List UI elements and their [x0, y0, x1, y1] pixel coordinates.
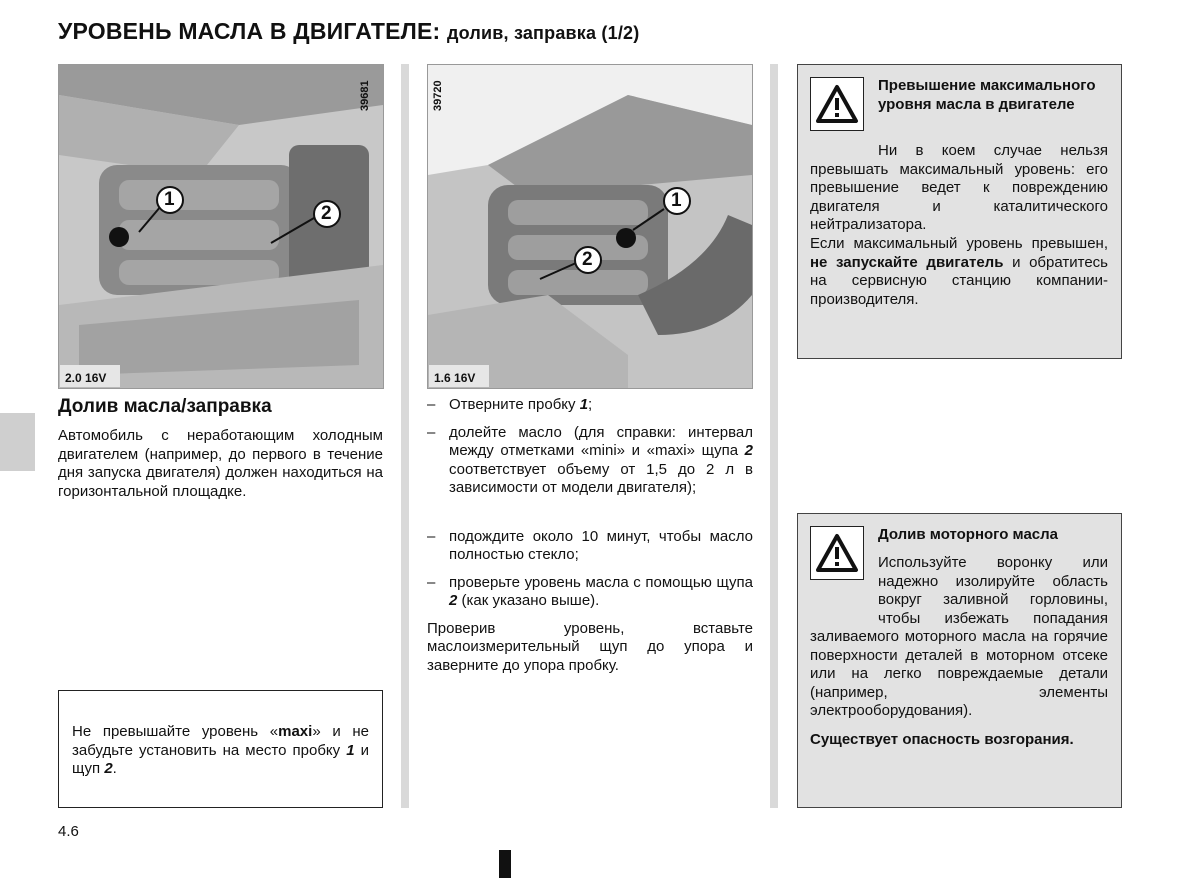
callout-2: 2 [321, 203, 332, 224]
list-item: – подождите около 10 минут, чтобы масло полностью стекло; [427, 528, 753, 565]
steps-list-container [427, 396, 753, 675]
title-main: УРОВЕНЬ МАСЛА В ДВИГАТЕЛЕ: [58, 18, 441, 44]
figure-code: 39681 [359, 80, 371, 111]
warning-icon [810, 77, 864, 131]
closing-paragraph: Проверив уровень, вставьте маслоизмерительный щуп до упора и заверните до упора пробку. [427, 619, 753, 674]
warning-box-refill [797, 513, 1122, 808]
steps-list [427, 396, 753, 611]
list-item: – долейте масло (для справки: интервал между отметками «mini» и «maxi» щупа 2 соответствует объему от 1,5 до 2 л в зависимости от модели двигателя); [427, 424, 753, 498]
engine-illustration [428, 65, 752, 388]
callout-1: 1 [671, 190, 682, 211]
page-number: 4.6 [58, 823, 79, 840]
engine-label: 2.0 16V [65, 371, 107, 385]
note-text: Не превышайте уровень «maxi» и не забудьте установить на место пробку 1 и щуп 2. [72, 723, 370, 777]
engine-label: 1.6 16V [434, 371, 476, 385]
column-separator-right [770, 64, 778, 808]
engine-illustration [59, 65, 383, 388]
warning-fire-risk: Существует опасность возгорания. [810, 731, 1074, 748]
warning-text: Используйте воронку или надежно изолируйте область вокруг заливной горловины, чтобы избежать попадания заливаемого моторного масла на горячие поверхности деталей в моторном отсеке или на легко повреждаемые детали (например, элементы электрооборудования). [810, 554, 1108, 719]
page-marker [499, 850, 511, 878]
figure-code: 39720 [432, 80, 444, 111]
callout-1: 1 [164, 189, 175, 210]
engine-photo-1-6 [427, 64, 753, 389]
section-intro: Автомобиль с неработающим холодным двигателем (например, до первого в течение дня запуска двигателя) должен находиться на горизонтальной площадке. [58, 427, 383, 500]
column-separator-left [401, 64, 409, 808]
warning-text: Ни в коем случае нельзя превышать максимальный уровень: его превышение ведет к повреждению двигателя и каталитического нейтрализатора. [810, 142, 1108, 233]
callout-2: 2 [582, 249, 593, 270]
warning-title: Долив моторного масла [878, 526, 1059, 543]
warning-title: Превышение максимального уровня масла в двигателе [878, 77, 1096, 113]
note-box [58, 690, 383, 808]
warning-text-2: Если максимальный уровень превышен, не запускайте двигатель и обратитесь на сервисную станцию компании-производителя. [810, 235, 1108, 308]
title-sub: долив, заправка (1/2) [447, 23, 640, 43]
engine-photo-2-0 [58, 64, 384, 389]
section-tab [0, 413, 35, 471]
warning-box-overfill [797, 64, 1122, 359]
list-item: – Отверните пробку 1; [427, 396, 753, 415]
section-heading: Долив масла/заправка [58, 396, 272, 417]
list-item: – проверьте уровень масла с помощью щупа 2 (как указано выше). [427, 574, 753, 611]
page-title [58, 18, 639, 45]
